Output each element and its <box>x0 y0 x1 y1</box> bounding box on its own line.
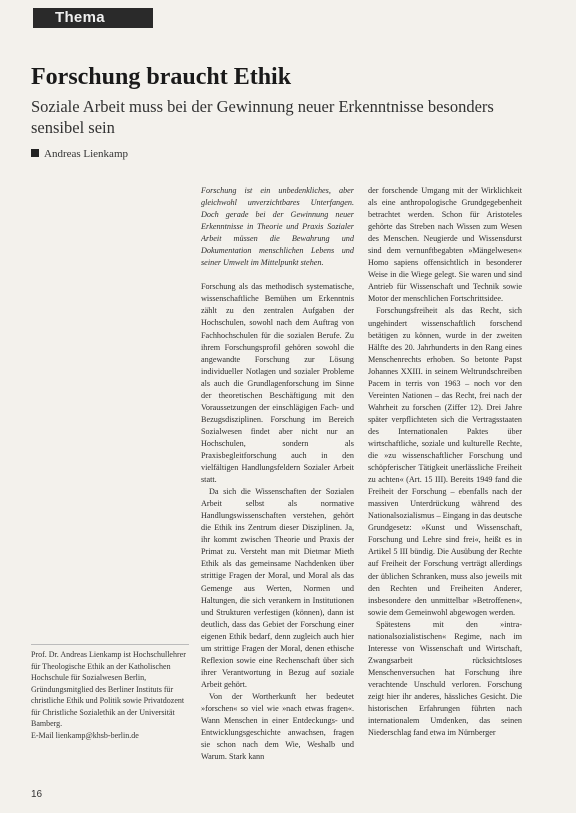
body-paragraph: der forschende Umgang mit der Wirklichkeit als eine anthropologische Grundgegebenheit betrachtet werden. Schon für Aristoteles gehörte das Streben nach Wissen zum Wesen des Menschen. Neugierde und Wissensdurst sind dem vernunftbegabten »Mängelwesen« Homo sapiens offensichtlich in besonderer Weise in die Wiege gelegt. Sie waren und sind Antrieb für Wissenschaft und Technik sowie Motor der menschlichen Fortschrittsidee. <box>368 186 522 304</box>
body-paragraph: Da sich die Wissenschaften der Sozialen Arbeit selbst als normative Handlungswissenschaften verstehen, gehört die Ethik ins Zentrum dieser Disziplinen. Ja, ihr kommt zwischen Theorie und Praxis der Primat zu. Versteht man mit Dietmar Mieth Ethik als das gemeinsame Nachdenken über strittige Fragen der Moral, und Moral als das Gemenge aus Werten, Normen und Haltungen, die sich verankern in Institutionen und Strukturen verfestigen (können), dann ist deutlich, dass das Gebiet der Forschung einer eigenen Ethik bedarf, denn zugleich auch hier um strittige Fragen der Moral, denen ethische Reflexion sowie eine Rechenschaft über sich ihrer Verantwortung in Bezug auf soziale Arbeit gehört. <box>201 487 354 689</box>
body-paragraph: Von der Wortherkunft her bedeutet »forschen« so viel wie »nach etwas fragen«. Wann Menschen in einer Entdeckungs- und Entwicklungsgeschichte anwachsen, fragen sie schon nach dem Wie, Weshalb und Warum. Stark kann <box>201 691 354 762</box>
article-intro: Forschung ist ein unbedenkliches, aber gleichwohl unverzichtbares Unterfangen. Doch gerade bei der Gewinnung neuer Erkenntnisse in Theorie und Praxis Sozialer Arbeit müssen die Bewahrung und Dokumentation menschlichen Lebens und seiner Umwelt im Mittelpunkt stehen. <box>201 186 354 268</box>
author-bio <box>31 644 189 741</box>
section-label: Thema <box>33 8 153 28</box>
body-paragraph: Forschungsfreiheit als das Recht, sich ungehindert wissenschaftlich forschend betätigen zu können, wurde in der zweiten Hälfte des 20. Jahrhunderts in den Rang eines Menschenrechts erhoben. So betonte Papst Johannes XXIII. in seinem Weltrundschreiben Pacem in terris von 1963 – noch vor den Vereinten Nationen – das Recht, frei nach der Wahrheit zu forschen (Ziffer 12). Drei Jahre später verpflichteten sich die Vertragsstaaten des Internationalen Paktes über wirtschaftliche, soziale und kulturelle Rechte, die »zu wissenschaftlicher Forschung und schöpferischer Tätigkeit unerlässliche Freiheit zu achten« (Art. 15 III). Bereits 1949 fand die Freiheit der Forschung – ebenfalls nach der massiven Unterdrückung während des Nationalsozialismus – Eingang in das deutsche Grundgesetz: »Kunst und Wissenschaft, Forschung und Lehre sind frei«, heißt es in Artikel 5 III bündig. Die Ausübung der Rechte auf Freiheit der Forschung verträgt allerdings der üblichen Schranken, muss also jeweils mit den Rechten und Freiheiten Anderer, insbesondere den unmittelbar »Betroffenen«, sowie dem Gemeinwohl abgewogen werden. <box>368 306 522 617</box>
author-email: E-Mail lienkamp@khsb-berlin.de <box>31 730 139 740</box>
text-column-1 <box>201 185 354 797</box>
author-line <box>31 148 128 160</box>
square-bullet-icon <box>31 149 39 157</box>
article-subtitle: Soziale Arbeit muss bei der Gewinnung neuer Erkenntnisse besonders sensibel sein <box>31 97 494 137</box>
article-title: Forschung braucht Ethik <box>31 64 292 90</box>
author-name: Andreas Lienkamp <box>44 148 128 160</box>
body-paragraph: Spätestens mit den »intra-nationalsozialistischen« Regime, nach im Interesse von Wissenschaft und Wirtschaft, Zwangsarbeit rücksichtsloses Menschenversuchen hat Forschung ihre verachtende Unschuld verloren. Forschung zeigt hier ihr anderes, hässliches Gesicht. Die historischen Erfahrungen führten nach internationalem Umdenken, das seinen Niederschlag fand etwa im Nürnberger <box>368 619 522 738</box>
text-column-2 <box>368 185 522 797</box>
page-number: 16 <box>31 789 43 800</box>
body-paragraph: Forschung als das methodisch systematische, wissenschaftliche Bemühen um Erkenntnis zählt zu den zentralen Aufgaben der Hochschulen, sowohl nach dem Auftrag von Fachhochschulen für die sozialen Berufe. Zu ihrem Forschungsprofil gehören sowohl die angewandte Forschung zur Lösung individueller Notlagen und sozialer Probleme als auch die Grundlagenforschung im Sinne der theoretischen Beschäftigung mit den Voraussetzungen der einschlägigen Fach- und Bezugsdisziplinen. Forschung im Bereich Sozialwesen findet aber nicht nur an Hochschulen, sondern als Praxisbegleitforschung auch in den vielfältigen Handlungsfeldern Sozialer Arbeit statt. <box>201 282 354 485</box>
author-bio-text: Prof. Dr. Andreas Lienkamp ist Hochschullehrer für Theologische Ethik an der Katholischen Hochschule für Sozialwesen Berlin, Gründungsmitglied des Berliner Instituts für christliche Ethik und Politik sowie Privatdozent für Christliche Sozialethik an der Universität Bamberg. <box>31 650 186 728</box>
